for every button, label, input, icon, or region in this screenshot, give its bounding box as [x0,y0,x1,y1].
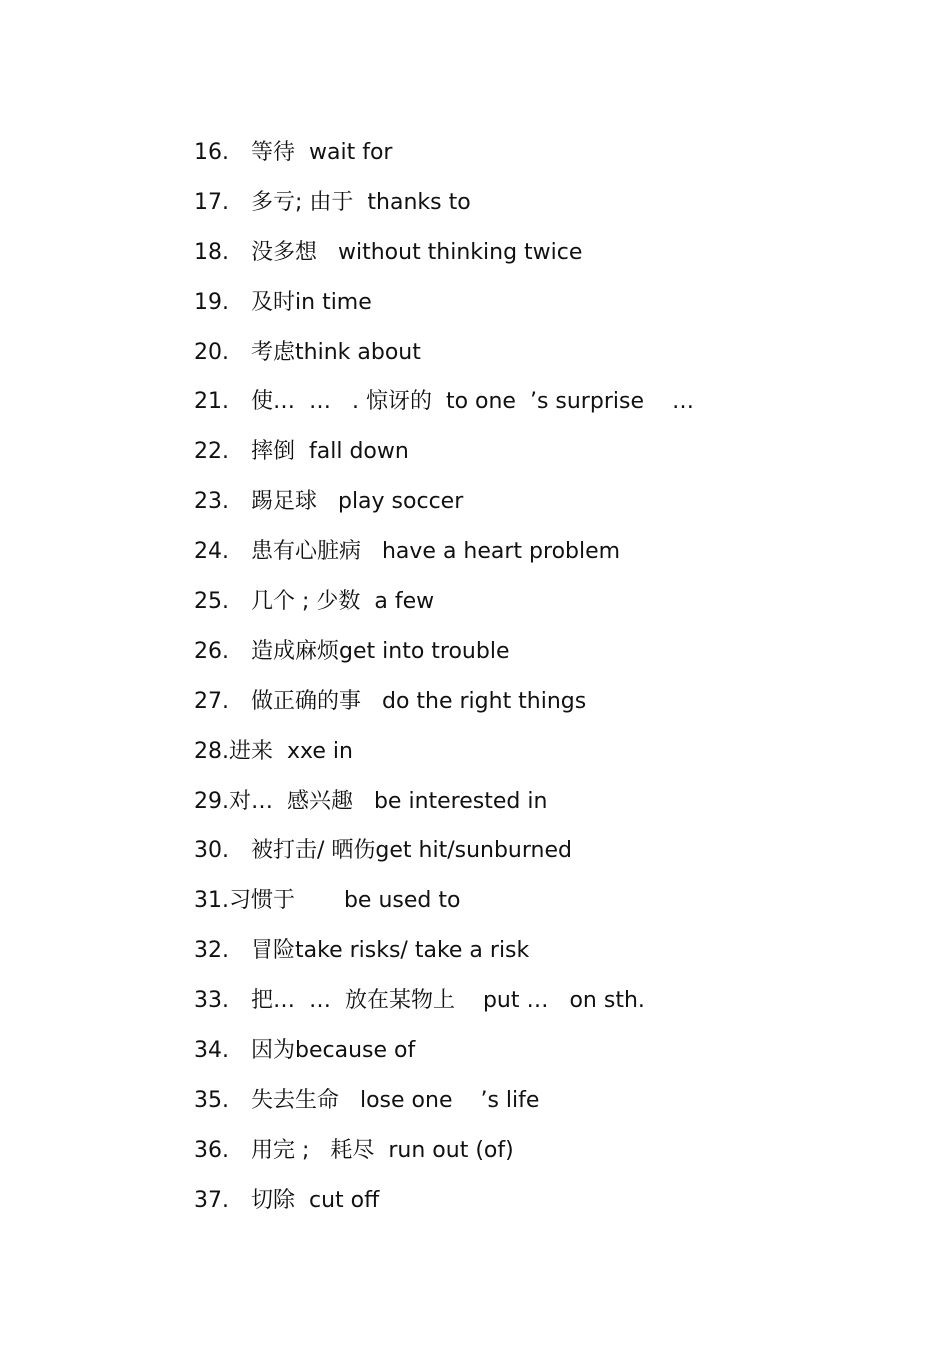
phrase-item [194,677,894,727]
chinese-meaning: 多亏; 由于 [251,189,368,215]
chinese-meaning: 冒险 [251,938,296,964]
phrase-number: 22. [194,439,229,465]
phrase-item [194,777,894,827]
phrase-number: 23. [194,489,229,515]
phrase-item [194,527,894,577]
chinese-meaning: 因为 [251,1037,296,1063]
english-phrase: get into trouble [339,638,510,664]
phrase-item [194,178,894,228]
english-phrase: in time [295,289,372,315]
phrase-item [194,477,894,527]
phrase-number: 26. [194,638,229,664]
english-phrase: because of [295,1037,416,1063]
english-phrase: a few [374,588,435,614]
english-phrase: to one ’s surprise … [445,389,694,415]
chinese-meaning: 习惯于 [229,888,344,914]
phrase-item [194,278,894,328]
phrase-item [194,1026,894,1076]
english-phrase: put … on sth. [482,988,645,1014]
english-phrase: be used to [343,888,461,914]
phrase-item [194,826,894,876]
english-phrase: run out (of) [388,1137,514,1163]
chinese-meaning: 做正确的事 [251,688,382,714]
phrase-item [194,228,894,278]
phrase-item [194,577,894,627]
english-phrase: get hit/sunburned [375,838,572,864]
chinese-meaning: 用完 ; 耗尽 [251,1137,389,1163]
english-phrase: wait for [309,139,393,165]
chinese-meaning: 等待 [251,139,309,165]
phrase-number: 18. [194,239,229,265]
phrase-number: 27. [194,688,229,714]
phrase-item [194,926,894,976]
english-phrase: fall down [309,439,409,465]
english-phrase: cut off [309,1187,380,1213]
english-phrase: lose one ’s life [359,1087,540,1113]
phrase-item [194,876,894,926]
phrase-number: 24. [194,539,229,565]
phrase-number: 35. [194,1087,229,1113]
phrase-number: 36. [194,1137,229,1163]
english-phrase: have a heart problem [381,539,621,565]
chinese-meaning: 对… 感兴趣 [229,788,374,814]
phrase-number: 20. [194,339,229,365]
english-phrase: be interested in [373,788,548,814]
chinese-meaning: 造成麻烦 [251,638,340,664]
phrase-item [194,727,894,777]
phrase-number: 21. [194,389,229,415]
english-phrase: thanks to [367,189,471,215]
chinese-meaning: 使… … . 惊讶的 [251,389,446,415]
phrase-item [194,427,894,477]
english-phrase: without thinking twice [337,239,583,265]
phrase-number: 28. [194,738,229,764]
english-phrase: play soccer [337,489,464,515]
phrase-item [194,627,894,677]
chinese-meaning: 患有心脏病 [251,539,382,565]
phrase-number: 17. [194,189,229,215]
chinese-meaning: 几个 ; 少数 [251,588,375,614]
phrase-number: 19. [194,289,229,315]
phrase-item [194,128,894,178]
chinese-meaning: 摔倒 [251,439,309,465]
phrase-number: 31. [194,888,229,914]
phrase-item [194,1126,894,1176]
phrase-item [194,1076,894,1126]
phrase-item [194,328,894,378]
english-phrase: do the right things [381,688,587,714]
phrase-number: 32. [194,938,229,964]
phrase-number: 25. [194,588,229,614]
english-phrase: xxe in [287,738,353,764]
phrase-item [194,976,894,1026]
english-phrase: take risks/ take a risk [295,938,530,964]
chinese-meaning: 进来 [229,738,287,764]
chinese-meaning: 切除 [251,1187,309,1213]
phrase-number: 37. [194,1187,229,1213]
phrase-item [194,1176,894,1226]
chinese-meaning: 踢足球 [251,489,338,515]
chinese-meaning: 考虑 [251,339,296,365]
chinese-meaning: 失去生命 [251,1087,360,1113]
phrase-number: 29. [194,788,229,814]
phrase-number: 33. [194,988,229,1014]
phrase-list [194,128,894,1226]
english-phrase: think about [295,339,421,365]
phrase-number: 16. [194,139,229,165]
chinese-meaning: 把… … 放在某物上 [251,988,483,1014]
chinese-meaning: 被打击/ 晒伤 [251,838,376,864]
phrase-item [194,377,894,427]
chinese-meaning: 没多想 [251,239,338,265]
phrase-number: 34. [194,1037,229,1063]
chinese-meaning: 及时 [251,289,296,315]
phrase-number: 30. [194,838,229,864]
